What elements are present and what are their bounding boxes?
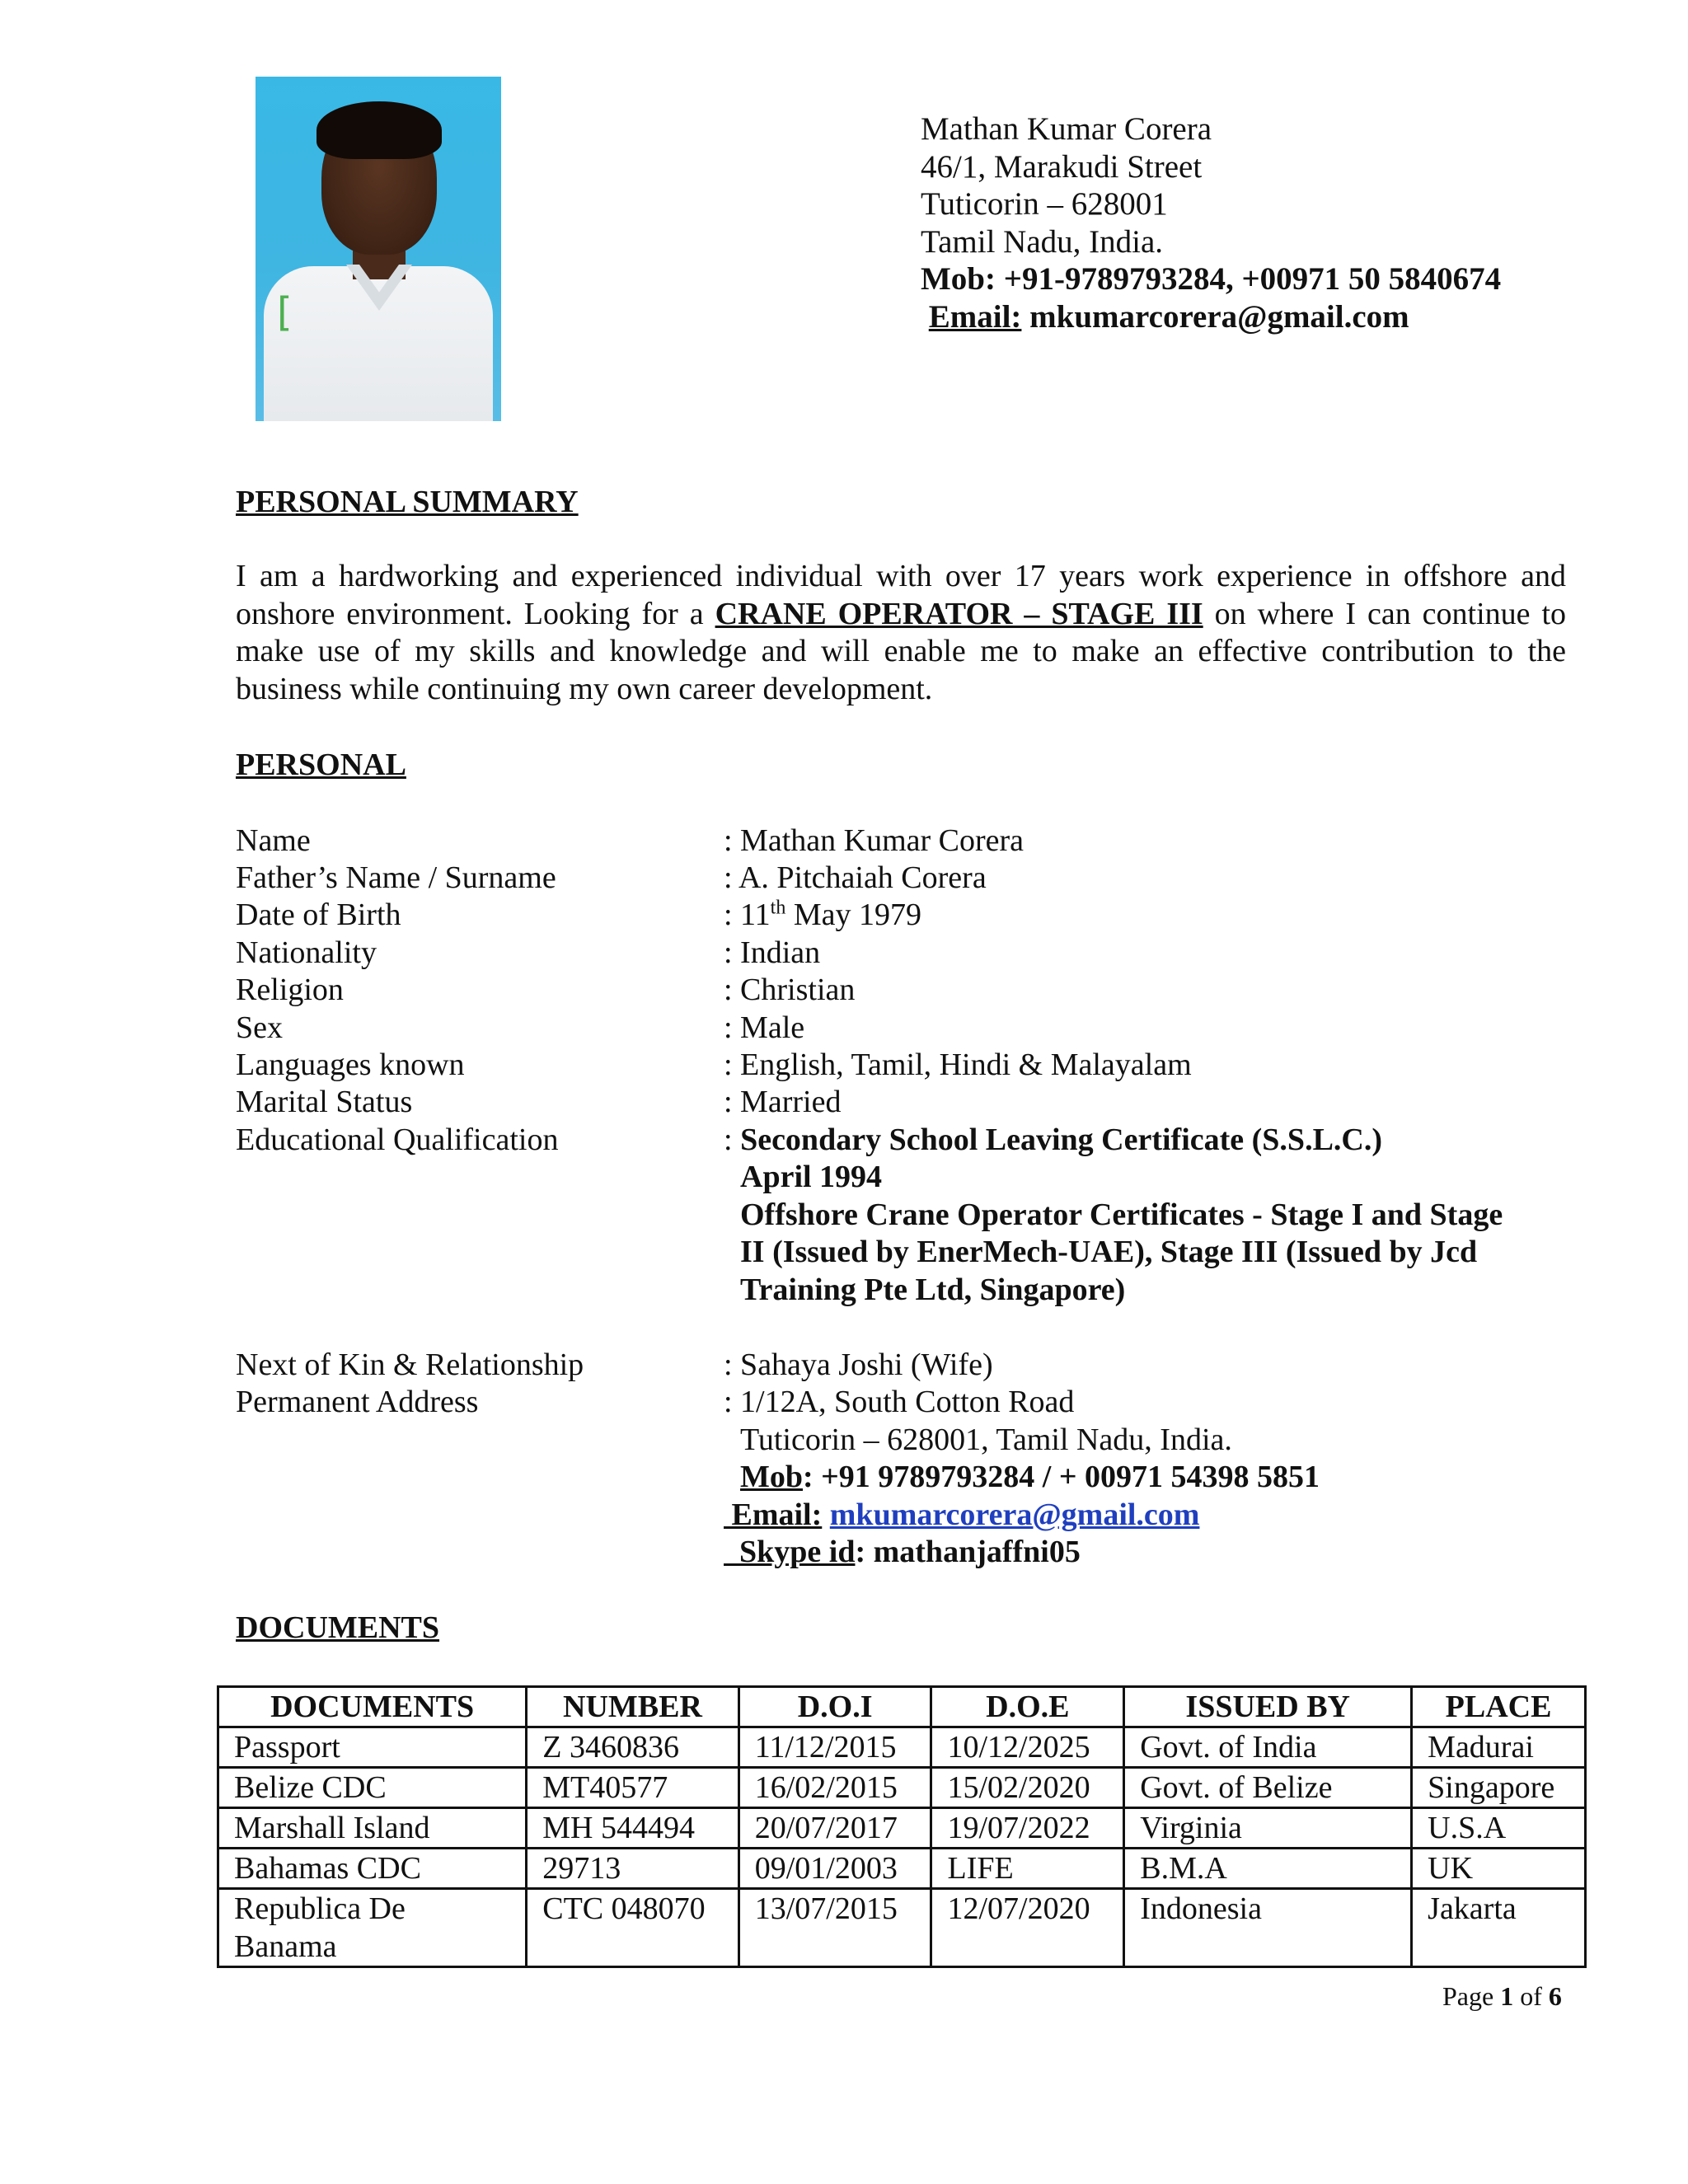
- personal-dob-label: Date of Birth: [236, 898, 401, 932]
- personal-email-link[interactable]: mkumarcorera@gmail.com: [829, 1497, 1200, 1532]
- table-cell: Republica De Banama: [218, 1889, 527, 1967]
- photo-shirt: [264, 266, 493, 421]
- documents-table: [217, 1685, 1587, 1968]
- personal-marital-label: Marital Status: [236, 1085, 413, 1119]
- contact-name: Mathan Kumar Corera: [921, 111, 1212, 147]
- footer-page-total: 6: [1548, 1981, 1562, 2011]
- education-line2: April 1994: [740, 1160, 883, 1194]
- col-documents: DOCUMENTS: [218, 1687, 527, 1727]
- table-row: [218, 1727, 1586, 1768]
- table-cell: 13/07/2015: [738, 1889, 931, 1967]
- table-cell: UK: [1412, 1849, 1586, 1889]
- table-cell: 20/07/2017: [738, 1808, 931, 1849]
- table-cell: Jakarta: [1412, 1889, 1586, 1967]
- dob-day: : 11: [724, 898, 771, 932]
- personal-sex-label: Sex: [236, 1010, 283, 1045]
- table-cell: Singapore: [1412, 1768, 1586, 1808]
- table-cell: Belize CDC: [218, 1768, 527, 1808]
- personal-religion-value: : Christian: [724, 972, 856, 1007]
- summary-text-after: on where I can continue to make use of my skills and knowledge and will enable me to make an effective contribution to the business while continuing my own career development.: [236, 596, 1567, 706]
- contact-address-line3: Tamil Nadu, India.: [921, 223, 1164, 260]
- footer-page-word: Page: [1442, 1981, 1501, 2011]
- table-row: [218, 1768, 1586, 1808]
- personal-email-label: [724, 1497, 822, 1532]
- personal-email-label-text: Email:: [731, 1497, 823, 1532]
- personal-marital-value: : Married: [724, 1085, 842, 1119]
- personal-mob-row: [740, 1459, 1320, 1495]
- personal-nationality-label: Nationality: [236, 935, 377, 970]
- table-cell: MH 544494: [527, 1808, 738, 1849]
- personal-father-value: : A. Pitchaiah Corera: [724, 860, 987, 895]
- col-number: NUMBER: [527, 1687, 738, 1727]
- col-doe: D.O.E: [931, 1687, 1124, 1727]
- education-line1: Secondary School Leaving Certificate (S.S.L.C.): [740, 1122, 1383, 1157]
- personal-email-row: [724, 1497, 1199, 1533]
- summary-text-before: I am a hardworking and experienced individual with over 17 years work experience in offshore and onshore environment. Looking for a: [236, 559, 1566, 631]
- contact-block: [921, 110, 1501, 335]
- personal-religion-label: Religion: [236, 972, 344, 1007]
- personal-nationality-value: : Indian: [724, 935, 821, 970]
- table-row: [218, 1808, 1586, 1849]
- personal-languages-value: : English, Tamil, Hindi & Malayalam: [724, 1047, 1192, 1082]
- photo-bracket-mark: [: [277, 289, 293, 335]
- personal-skype-label: [724, 1535, 855, 1569]
- col-issued-by: ISSUED BY: [1124, 1687, 1412, 1727]
- table-cell: 15/02/2020: [931, 1768, 1124, 1808]
- personal-mob-value: : +91 9789793284 / + 00971 54398 5851: [803, 1460, 1320, 1494]
- personal-father-label: Father’s Name / Surname: [236, 860, 556, 895]
- footer-of-word: of: [1513, 1981, 1549, 2011]
- col-doi: D.O.I: [738, 1687, 931, 1727]
- summary-highlight: CRANE OPERATOR – STAGE III: [715, 596, 1203, 631]
- table-row: [218, 1849, 1586, 1889]
- personal-skype-value: : mathanjaffni05: [855, 1535, 1081, 1569]
- personal-skype-label-text: Skype id: [739, 1535, 856, 1569]
- page-footer: [1442, 1981, 1562, 2012]
- table-cell: Z 3460836: [527, 1727, 738, 1768]
- table-cell: 12/07/2020: [931, 1889, 1124, 1967]
- table-cell: MT40577: [527, 1768, 738, 1808]
- photo-hair: [316, 101, 442, 159]
- table-cell: 19/07/2022: [931, 1808, 1124, 1849]
- personal-kin-value: : Sahaya Joshi (Wife): [724, 1347, 993, 1382]
- personal-sex-value: : Male: [724, 1010, 805, 1045]
- table-cell: Marshall Island: [218, 1808, 527, 1849]
- personal-heading: PERSONAL: [236, 748, 406, 782]
- education-colon: :: [724, 1122, 741, 1157]
- table-cell: Passport: [218, 1727, 527, 1768]
- personal-mob-label: Mob: [740, 1460, 803, 1494]
- table-cell: CTC 048070: [527, 1889, 738, 1967]
- contact-address-line1: 46/1, Marakudi Street: [921, 148, 1203, 185]
- table-cell: Govt. of Belize: [1124, 1768, 1412, 1808]
- personal-permanent-value1: : 1/12A, South Cotton Road: [724, 1385, 1075, 1419]
- col-place: PLACE: [1412, 1687, 1586, 1727]
- table-cell: Indonesia: [1124, 1889, 1412, 1967]
- table-cell: Madurai: [1412, 1727, 1586, 1768]
- table-row: [218, 1889, 1586, 1967]
- table-cell: 16/02/2015: [738, 1768, 931, 1808]
- table-cell: 10/12/2025: [931, 1727, 1124, 1768]
- personal-kin-label: Next of Kin & Relationship: [236, 1347, 584, 1382]
- contact-email-label: Email:: [928, 298, 1022, 335]
- profile-photo: [256, 77, 501, 421]
- documents-heading: DOCUMENTS: [236, 1610, 440, 1645]
- table-cell: 11/12/2015: [738, 1727, 931, 1768]
- personal-languages-label: Languages known: [236, 1047, 465, 1082]
- documents-header-row: [218, 1687, 1586, 1727]
- education-line3: Offshore Crane Operator Certificates - Stage I and Stage: [740, 1197, 1503, 1232]
- table-cell: Govt. of India: [1124, 1727, 1412, 1768]
- table-cell: Virginia: [1124, 1808, 1412, 1849]
- contact-mobile: Mob: +91-9789793284, +00971 50 5840674: [921, 261, 1502, 297]
- table-cell: U.S.A: [1412, 1808, 1586, 1849]
- education-line5: Training Pte Ltd, Singapore): [740, 1272, 1126, 1307]
- summary-heading: PERSONAL SUMMARY: [236, 485, 579, 519]
- table-cell: Bahamas CDC: [218, 1849, 527, 1889]
- contact-email-row: [921, 298, 1501, 336]
- personal-skype-row: [724, 1534, 1081, 1570]
- personal-education-label: Educational Qualification: [236, 1122, 559, 1157]
- contact-address-line2: Tuticorin – 628001: [921, 186, 1168, 222]
- personal-name-label: Name: [236, 823, 311, 858]
- table-cell: B.M.A: [1124, 1849, 1412, 1889]
- contact-email-value[interactable]: mkumarcorera@gmail.com: [1029, 298, 1409, 335]
- table-cell: LIFE: [931, 1849, 1124, 1889]
- education-line4: II (Issued by EnerMech-UAE), Stage III (Issued by Jcd: [740, 1235, 1478, 1269]
- table-cell: 09/01/2003: [738, 1849, 931, 1889]
- summary-paragraph: [236, 558, 1566, 708]
- footer-page-num: 1: [1500, 1981, 1514, 2011]
- personal-education-value: [724, 1122, 1382, 1158]
- dob-month-year: May 1979: [785, 898, 921, 932]
- personal-name-value: : Mathan Kumar Corera: [724, 823, 1025, 858]
- personal-permanent-label: Permanent Address: [236, 1385, 479, 1419]
- personal-permanent-value2: Tuticorin – 628001, Tamil Nadu, India.: [740, 1422, 1232, 1457]
- table-cell: 29713: [527, 1849, 738, 1889]
- personal-dob-value: [724, 897, 921, 933]
- dob-suffix: th: [770, 897, 786, 919]
